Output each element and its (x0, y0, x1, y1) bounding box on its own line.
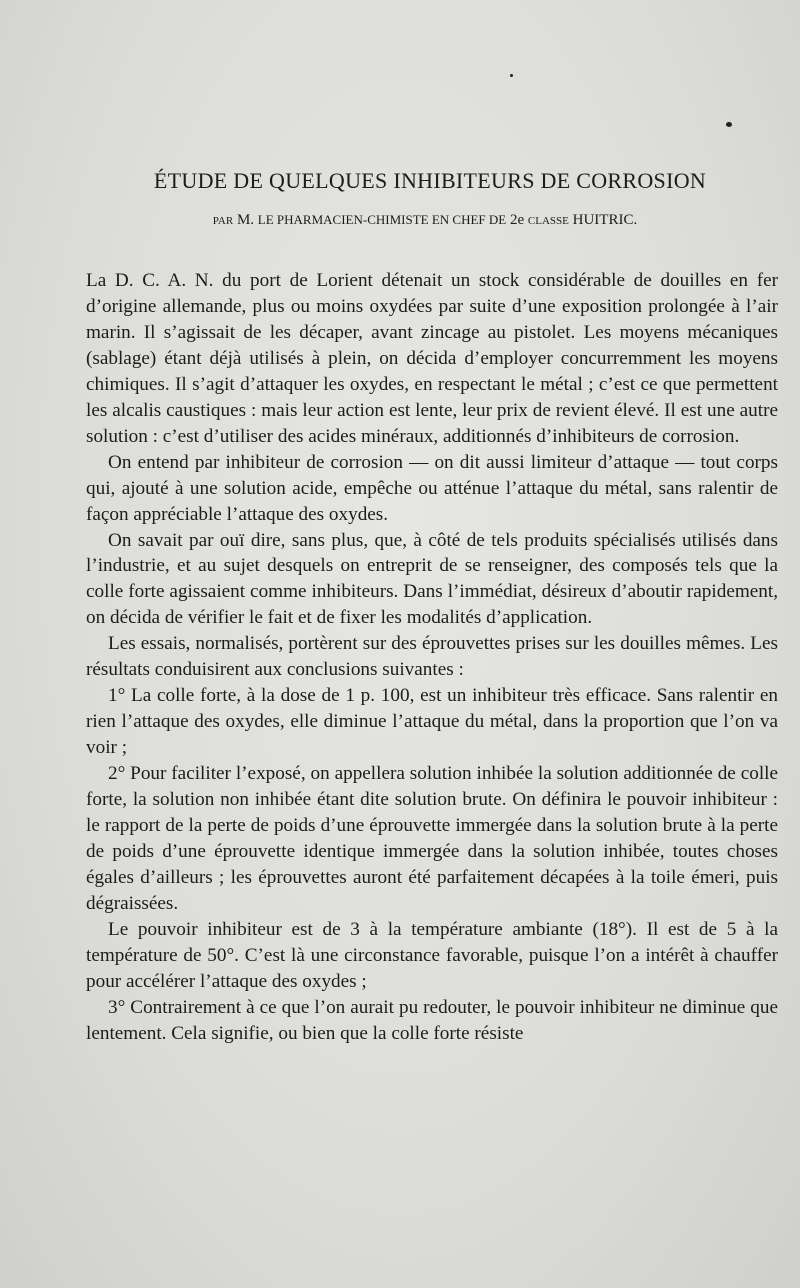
ink-speck (510, 74, 513, 77)
paragraph-intro: La D. C. A. N. du port de Lorient détenait un stock considérable de douilles en fer d’origine allemande, plus ou moins oxydées par suite d’une exposition prolongée à l’air marin. Il s’agissait de les décaper, avant zincage au pistolet. Les moyens mécaniques (sablage) étant déjà utilisés à plein, on décida d’employer concurremment les moyens chimiques. Il s’agit d’attaquer les oxydes, en respectant le métal ; c’est ce que permettent les alcalis caustiques : mais leur action est lente, leur prix de revient élevé. Il est une autre solution : c’est d’utiliser des acides minéraux, additionnés d’inhibiteurs de corrosion. (86, 270, 778, 447)
byline-author-name: HUITRIC. (572, 212, 638, 228)
article-body (86, 268, 778, 1047)
paragraph-conclusion-2: 2° Pour faciliter l’exposé, on appellera solution inhibée la solution additionnée de colle forte, la solution non inhibée étant dite solution brute. On définira le pouvoir inhibiteur : le rapport de la perte de poids d’une éprouvette immergée dans la solution brute à la perte de poids d’une éprouvette identique immergée dans la solution inhibée, toutes choses égales d’ailleurs ; les éprouvettes auront été parfaitement décapées à la toile émeri, puis dégraissées. (86, 763, 778, 914)
ink-speck (726, 122, 732, 127)
paragraph-definition: On entend par inhibiteur de corrosion — on dit aussi limiteur d’attaque — tout corps qui, ajouté à une solution acide, empêche ou atténue l’attaque du métal, sans ralentir de façon appréciable l’attaque des oxydes. (86, 451, 778, 525)
paragraph-tests: Les essais, normalisés, portèrent sur des éprouvettes prises sur les douilles mêmes. Les résultats conduisirent aux conclusions suivantes : (86, 633, 778, 681)
article-title: ÉTUDE DE QUELQUES INHIBITEURS DE CORROSION (153, 168, 707, 193)
paragraph-temperature: Le pouvoir inhibiteur est de 3 à la température ambiante (18°). Il est de 5 à la température de 50°. C’est là une circonstance favorable, puisque l’on a intérêt à chauffer pour accélérer l’attaque des oxydes ; (86, 918, 778, 992)
byline-class-word: CLASSE (527, 215, 569, 227)
paragraph-conclusion-3: 3° Contrairement à ce que l’on aurait pu redouter, le pouvoir inhibiteur ne diminue que lentement. Cela signifie, ou bien que la colle forte résiste (86, 996, 778, 1044)
byline-m: M. (236, 212, 255, 228)
article-byline (160, 212, 690, 229)
byline-par: PAR (212, 215, 234, 227)
byline-role: LE PHARMACIEN-CHIMISTE EN CHEF DE (257, 212, 507, 227)
byline-class-number: 2e (509, 212, 525, 228)
paragraph-background: On savait par ouï dire, sans plus, que, à côté de tels produits spécialisés utilisés dans l’industrie, et au sujet desquels on entreprit de se renseigner, des composés tels que la colle forte agissaient comme inhibiteurs. Dans l’immédiat, désireux d’aboutir rapidement, on décida de vérifier le fait et de fixer les modalités d’application. (86, 529, 778, 629)
paragraph-conclusion-1: 1° La colle forte, à la dose de 1 p. 100, est un inhibiteur très efficace. Sans ralentir en rien l’attaque des oxydes, elle diminue l’attaque du métal, dans la proportion que l’on va voir ; (86, 685, 778, 759)
